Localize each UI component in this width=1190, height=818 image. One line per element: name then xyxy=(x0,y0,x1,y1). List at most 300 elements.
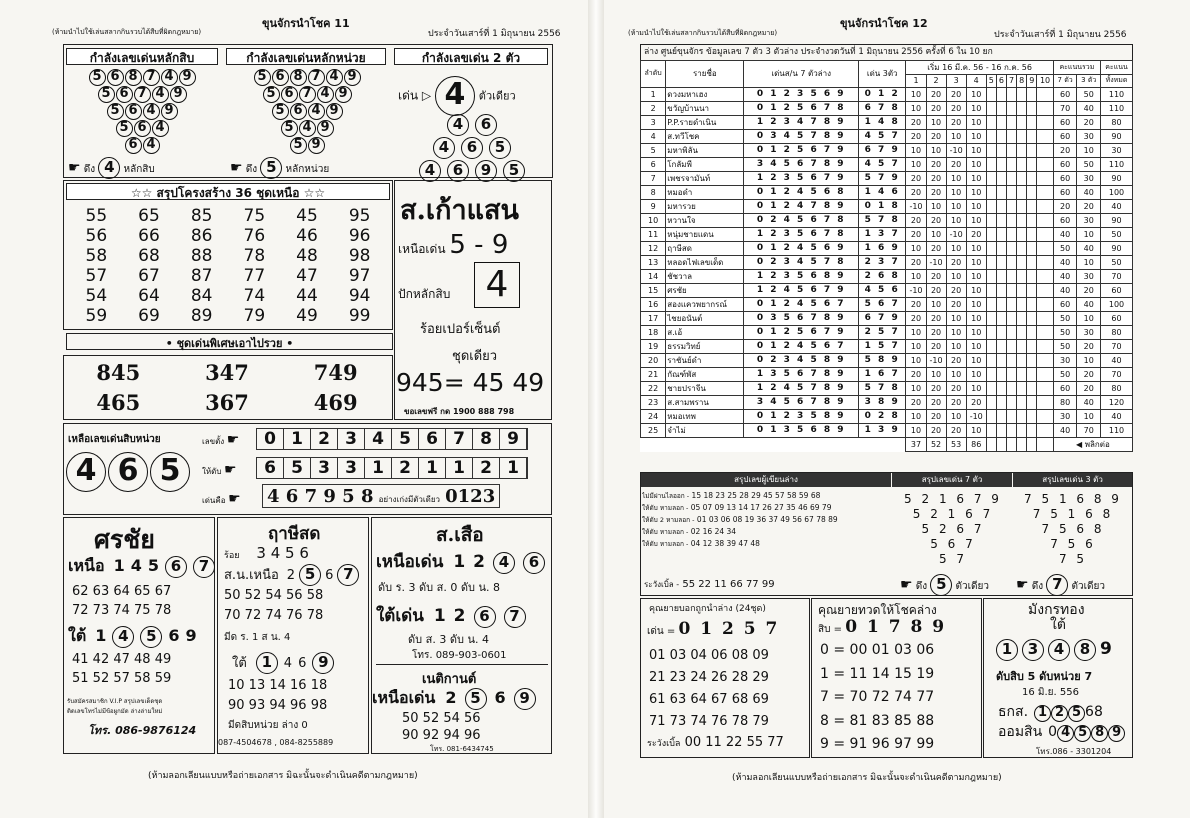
cell-seven: 0 1 2 4 7 8 9 xyxy=(744,199,858,213)
table-row xyxy=(641,143,1133,157)
cell-score: 20 xyxy=(926,101,946,115)
col-total: คะแนนรวม xyxy=(1053,61,1100,75)
cell-score xyxy=(1006,423,1016,437)
kon-title: คุณยายบอกถูกนำล่าง (24ชุด) xyxy=(649,604,766,614)
circled-digit: 5 xyxy=(89,69,106,86)
cell-score xyxy=(996,129,1006,143)
cell-total: 60 xyxy=(1053,87,1077,101)
cell-score xyxy=(986,395,996,409)
cell-name: มหารวย xyxy=(666,199,744,213)
cell-score: 20 xyxy=(926,283,946,297)
cell-total: 110 xyxy=(1101,157,1133,171)
cell-score xyxy=(996,381,1006,395)
remain-hold-digits: 4 6 7 9 5 8 xyxy=(267,486,374,507)
circled-digit: 8 xyxy=(290,69,307,86)
suea-phone: โทร. 089-903-0601 xyxy=(412,650,507,661)
cell-total: 90 xyxy=(1101,129,1133,143)
yai-lines xyxy=(820,639,934,757)
digit: 6 xyxy=(325,568,334,583)
cell-score xyxy=(986,199,996,213)
cell-score: 20 xyxy=(906,255,926,269)
remain-digit: 4 xyxy=(365,429,392,449)
cell-score: 20 xyxy=(906,171,926,185)
remain-up-label: เลขตั้ง xyxy=(202,437,225,446)
cell-score: 10 xyxy=(966,213,986,227)
star-icon: ☆☆ xyxy=(299,186,326,200)
cell-total: 60 xyxy=(1053,185,1077,199)
cell-score xyxy=(986,297,996,311)
cell-three: 1 4 6 xyxy=(858,185,906,199)
cell-three: 5 7 9 xyxy=(858,171,906,185)
table-row xyxy=(641,395,1133,409)
cell-rank: 1 xyxy=(641,87,666,101)
cell-rank: 16 xyxy=(641,297,666,311)
rusi-line: 50 52 54 56 58 xyxy=(224,588,324,603)
cell-score xyxy=(1037,353,1053,367)
cell-seven: 0 1 2 3 5 6 9 xyxy=(744,87,858,101)
digit-row xyxy=(228,137,386,154)
cell-score xyxy=(1027,381,1037,395)
seven-row: 5 2 1 6 7 xyxy=(912,507,994,521)
cell-score xyxy=(1017,353,1027,367)
remain-single-label: อย่างเก่งมีตัวเดียว xyxy=(378,495,441,504)
cell-score xyxy=(1037,325,1053,339)
remain-up-digits xyxy=(256,428,528,450)
cell-score xyxy=(1006,269,1016,283)
cell-score: 10 xyxy=(966,339,986,353)
cell-total: 60 xyxy=(1053,115,1077,129)
cell-seven: 1 2 3 5 6 8 9 xyxy=(744,269,858,283)
cell-seven: 1 2 3 5 6 7 9 xyxy=(744,171,858,185)
cell-total: 60 xyxy=(1053,171,1077,185)
sub-col: 7 xyxy=(1006,75,1016,88)
cell-seven: 0 1 2 4 5 6 7 xyxy=(744,297,858,311)
structure-cell: 69 xyxy=(138,306,160,326)
cell-score: 20 xyxy=(926,409,946,423)
sum-row-label: ให้ดับ 2 หามลอก - xyxy=(642,516,695,524)
cell-score xyxy=(996,283,1006,297)
cell-score: 10 xyxy=(946,199,966,213)
yai-title: คุณยายทวดให้โชคล่าง xyxy=(818,603,937,617)
cell-score xyxy=(996,409,1006,423)
structure-cell: 79 xyxy=(243,306,266,326)
structure-cell: 66 xyxy=(138,226,160,246)
circled-digit: 9 xyxy=(312,652,334,674)
digit: 1 xyxy=(113,556,125,575)
cell-three: 5 6 7 xyxy=(858,297,906,311)
units-pull-label: ดึง xyxy=(245,164,258,175)
table-row xyxy=(641,269,1133,283)
sum-row xyxy=(642,514,890,526)
circled-digit: 5 xyxy=(263,86,280,103)
cell-score xyxy=(1017,157,1027,171)
special-set: 469 xyxy=(313,390,358,415)
divider xyxy=(376,664,548,665)
cell-score: 20 xyxy=(946,87,966,101)
rusi-title: ฤาษีสด xyxy=(268,524,321,544)
cell-score xyxy=(996,339,1006,353)
tens-pull-label: ดึง xyxy=(83,164,96,175)
circled-digit: 5 xyxy=(107,103,124,120)
cell-score: 20 xyxy=(946,297,966,311)
cell-seven: 0 1 2 5 6 7 9 xyxy=(744,325,858,339)
sum-watch xyxy=(644,578,775,591)
cell-score xyxy=(1017,87,1027,101)
cell-score xyxy=(996,367,1006,381)
sum-left-title: สรุปเลขผู้เขียนล่าง xyxy=(641,473,891,487)
cell-score xyxy=(1006,185,1016,199)
structure-cell: 99 xyxy=(348,306,371,326)
circled-digit: 1 xyxy=(1034,705,1051,722)
sum-row-values: 15 18 23 25 28 29 45 57 58 59 68 xyxy=(691,491,821,500)
remain-digit: 1 xyxy=(365,458,392,478)
cell-score: 20 xyxy=(946,353,966,367)
sornchai-lines xyxy=(72,582,171,620)
cell-seven: 3 4 5 6 7 8 9 xyxy=(744,395,858,409)
cell-name: ธรรมวิทย์ xyxy=(666,339,744,353)
cell-score: 10 xyxy=(946,241,966,255)
cell-score xyxy=(1027,213,1037,227)
cell-name: หนุ่มชายแดน xyxy=(666,227,744,241)
circled-digit: 9 xyxy=(308,137,325,154)
cell-three: 1 6 7 xyxy=(858,367,906,381)
kon-watch xyxy=(647,735,784,750)
seven-row: 5 2 1 6 7 9 xyxy=(904,492,1002,506)
rusi-lines2 xyxy=(228,676,327,716)
cell-score xyxy=(1027,409,1037,423)
cell-score xyxy=(1006,325,1016,339)
table-row xyxy=(641,339,1133,353)
digit-row xyxy=(66,137,218,154)
kon-box xyxy=(640,598,810,758)
cell-score xyxy=(1027,311,1037,325)
remain-digit: 5 xyxy=(392,429,419,449)
cell-name: ส.สามพราน xyxy=(666,395,744,409)
cell-score: 20 xyxy=(926,157,946,171)
table-row xyxy=(641,129,1133,143)
digit: 0 xyxy=(1048,724,1058,740)
cell-rank: 22 xyxy=(641,381,666,395)
cell-score xyxy=(1027,423,1037,437)
saokao-single: ชุดเดียว xyxy=(452,349,498,364)
cell-score: 10 xyxy=(926,367,946,381)
cell-three: 1 3 9 xyxy=(858,423,906,437)
circled-digit: 3 xyxy=(1022,639,1044,661)
next-page-label: ◀ พลิกต่อ xyxy=(1053,437,1132,451)
circled-digit: 5 xyxy=(272,103,289,120)
seven-pull-suffix: ตัวเดียว xyxy=(955,581,990,592)
cell-total: 40 xyxy=(1101,199,1133,213)
cell-score xyxy=(1006,227,1016,241)
pointing-hand-icon: ☛ xyxy=(68,160,81,176)
cell-score xyxy=(1037,395,1053,409)
cell-score xyxy=(986,367,996,381)
cell-rank: 15 xyxy=(641,283,666,297)
cell-three: 1 3 7 xyxy=(858,227,906,241)
neti-line: 90 92 94 96 xyxy=(402,728,481,743)
circled-digit: 4 xyxy=(299,120,316,137)
cell-score xyxy=(1027,297,1037,311)
sub-col: 3 xyxy=(946,75,966,88)
cell-name: ฤาษีสด xyxy=(666,241,744,255)
circled-digit: 6 xyxy=(116,86,133,103)
digit: 9 xyxy=(185,626,197,645)
table-row xyxy=(641,87,1133,101)
circled-digit: 5 xyxy=(503,160,525,182)
cell-three: 2 3 7 xyxy=(858,255,906,269)
cell-score: 10 xyxy=(906,241,926,255)
cell-score xyxy=(1006,87,1016,101)
seven-pull-digit: 5 xyxy=(930,574,952,596)
cell-score xyxy=(1027,129,1037,143)
cell-score: -10 xyxy=(966,409,986,423)
structure-cell: 85 xyxy=(190,206,213,226)
circled-digit: 6 xyxy=(475,114,497,136)
cell-score: 20 xyxy=(926,381,946,395)
cell-score: 20 xyxy=(946,115,966,129)
sequence-label: ออมสิน xyxy=(998,724,1043,740)
cell-score: -10 xyxy=(906,199,926,213)
cell-score: -10 xyxy=(946,227,966,241)
cell-total: 110 xyxy=(1101,101,1133,115)
right-date: ประจำวันเสาร์ที่ 1 มิถุนายน 2556 xyxy=(994,30,1127,40)
mang-phone: โทร.086 - 3301204 xyxy=(1036,747,1112,756)
structure-grid xyxy=(70,206,386,326)
digit-row xyxy=(396,160,548,182)
cell-three: 5 7 8 xyxy=(858,213,906,227)
cell-score xyxy=(1037,227,1053,241)
cell-score xyxy=(1037,311,1053,325)
special-title: • ชุดเด่นพิเศษเอาไปรวย • xyxy=(66,333,393,350)
structure-cell: 57 xyxy=(85,266,108,286)
sub-col: 9 xyxy=(1027,75,1037,88)
cell-rank: 2 xyxy=(641,101,666,115)
cell-score xyxy=(996,171,1006,185)
cell-score xyxy=(996,227,1006,241)
score-table xyxy=(640,60,1133,452)
cell-total: 30 xyxy=(1053,409,1077,423)
units-title: กำลังเลขเด่นหลักหน่วย xyxy=(226,48,386,65)
saokao-tens-value: 4 xyxy=(474,262,520,308)
saokao-title: ส.เก้าแสน xyxy=(400,195,519,226)
cell-total: 30 xyxy=(1053,353,1077,367)
cell-score xyxy=(996,213,1006,227)
sum-row-label: ให้ดับ หามลอก - xyxy=(642,540,689,548)
circled-digit: 6 xyxy=(134,120,151,137)
cell-score xyxy=(1006,283,1016,297)
cell-score xyxy=(986,143,996,157)
circled-digit: 5 xyxy=(98,86,115,103)
tens-pull-suffix: หลักสิบ xyxy=(123,164,155,175)
pointing-hand-icon: ☛ xyxy=(226,432,240,448)
cell-total: 40 xyxy=(1077,185,1101,199)
cell-rank: 14 xyxy=(641,269,666,283)
yai-lead xyxy=(818,617,946,637)
circled-digit: 4 xyxy=(1048,639,1070,661)
remain-digit: 3 xyxy=(338,458,365,478)
circled-digit: 9 xyxy=(170,86,187,103)
structure-cell: 95 xyxy=(348,206,371,226)
cell-score xyxy=(986,185,996,199)
table-row xyxy=(641,255,1133,269)
digit: 6 xyxy=(1085,704,1094,720)
rusi-line: 90 93 94 96 98 xyxy=(228,698,328,713)
cell-score xyxy=(1017,325,1027,339)
circled-digit: 6 xyxy=(165,556,187,578)
cell-three: 1 4 8 xyxy=(858,115,906,129)
pointing-hand-icon: ☛ xyxy=(228,491,241,507)
neti-title: เนติกานต์ xyxy=(422,672,477,687)
cell-total: 40 xyxy=(1053,423,1077,437)
remain-big-digit: 4 xyxy=(66,452,106,492)
cell-score xyxy=(986,339,996,353)
circled-digit: 7 xyxy=(308,69,325,86)
pointing-hand-icon: ☛ xyxy=(1016,577,1029,593)
mang-baac xyxy=(998,701,1103,723)
cell-score: 10 xyxy=(906,87,926,101)
three-pull xyxy=(1016,574,1105,596)
col-total xyxy=(1006,437,1016,451)
kon-lead xyxy=(647,619,779,639)
sum-row-values: 01 03 06 08 19 36 37 49 56 67 78 89 xyxy=(696,515,838,524)
col-total: 37 xyxy=(906,437,926,451)
circled-digit: 9 xyxy=(326,103,343,120)
circled-digit: 5 xyxy=(489,137,511,159)
sum-right-title: สรุปเลขเด่น 3 ตัว xyxy=(1013,473,1132,487)
circled-digit: 4 xyxy=(1057,725,1074,742)
cell-score xyxy=(1037,115,1053,129)
suea-tai xyxy=(376,602,530,629)
table-row xyxy=(641,297,1133,311)
cell-total: 40 xyxy=(1053,283,1077,297)
cell-score xyxy=(1037,255,1053,269)
cell-score xyxy=(1006,367,1016,381)
circled-digit: 1 xyxy=(256,652,278,674)
cell-score: 10 xyxy=(926,227,946,241)
sequence-label: ใต้ xyxy=(232,656,247,671)
cell-score xyxy=(996,325,1006,339)
remain-digit: 2 xyxy=(392,458,419,478)
rusi-roi xyxy=(224,544,309,562)
cell-score xyxy=(996,157,1006,171)
cell-score xyxy=(1027,395,1037,409)
cell-score: 20 xyxy=(906,395,926,409)
cell-score xyxy=(1027,367,1037,381)
score-table-title: ล่าง ศูนย์ขุนจักร ข้อมูลเลข 7 ตัว 3 ตัวล่าง ประจำงวดวันที่ 1 มิถุนายน 2556 ครั้งที่ 6 ใน 10 ยก xyxy=(640,44,1133,60)
cell-score: 20 xyxy=(906,227,926,241)
digit: 6 xyxy=(298,656,307,671)
cell-score: 20 xyxy=(906,213,926,227)
cell-rank: 13 xyxy=(641,255,666,269)
cell-score: 20 xyxy=(966,395,986,409)
saokao-percent: ร้อยเปอร์เซ็นต์ xyxy=(420,322,501,337)
circled-digit: 6 xyxy=(474,606,496,628)
digit: 2 xyxy=(286,568,296,583)
cell-three: 2 6 8 xyxy=(858,269,906,283)
digit: 6 xyxy=(494,688,506,707)
cell-score: 10 xyxy=(906,353,926,367)
yai-line: 0 = 00 01 03 06 xyxy=(820,642,935,658)
circled-digit: 6 xyxy=(281,86,298,103)
table-row xyxy=(641,199,1133,213)
cell-score: 10 xyxy=(966,129,986,143)
three-pull-suffix: ตัวเดียว xyxy=(1071,581,1106,592)
sum-row-label: ให้ดับ หามลอก - xyxy=(642,528,689,536)
col-seven: เด่นส/น 7 ตัวล่าง xyxy=(744,61,858,88)
cell-three: 0 1 8 xyxy=(858,199,906,213)
three-row: 7 5 1 6 8 xyxy=(1032,507,1114,521)
cell-score: 20 xyxy=(926,213,946,227)
seven-summary xyxy=(894,492,1012,567)
cell-score: 10 xyxy=(946,269,966,283)
mang-digits xyxy=(994,639,1114,661)
cell-seven: 0 1 2 4 5 6 9 xyxy=(744,241,858,255)
mang-box xyxy=(983,598,1133,758)
cell-score: 20 xyxy=(946,101,966,115)
structure-title-text: สรุปโครงสร้าง 36 ชุดเหนือ xyxy=(156,186,300,200)
neti-lines xyxy=(402,710,481,744)
cell-score: 10 xyxy=(946,409,966,423)
cell-seven: 0 2 4 5 6 7 8 xyxy=(744,213,858,227)
mang-dub: ดับสิบ 5 ดับหน่วย 7 xyxy=(996,670,1093,683)
cell-name: ศรชัย xyxy=(666,283,744,297)
sequence-label: เหนือเด่น xyxy=(376,552,444,572)
neti-phone: โทร. 081-6434745 xyxy=(430,745,494,753)
cell-total: 30 xyxy=(1101,143,1133,157)
circled-digit: 5 xyxy=(116,120,133,137)
table-row xyxy=(641,227,1133,241)
cell-score: 20 xyxy=(926,129,946,143)
cell-seven: 3 4 5 6 7 8 9 xyxy=(744,157,858,171)
cell-total: 120 xyxy=(1101,395,1133,409)
cell-score xyxy=(1017,143,1027,157)
cell-score xyxy=(986,101,996,115)
cell-score xyxy=(996,115,1006,129)
cell-score xyxy=(1006,171,1016,185)
pointing-hand-icon: ☛ xyxy=(224,462,237,478)
cell-score xyxy=(1006,241,1016,255)
cell-rank: 6 xyxy=(641,157,666,171)
cell-score xyxy=(996,269,1006,283)
cell-score: 10 xyxy=(946,171,966,185)
tens-pull xyxy=(68,157,155,179)
circled-digit: 4 xyxy=(493,552,515,574)
cell-score xyxy=(1037,143,1053,157)
cell-score: 10 xyxy=(906,269,926,283)
cell-score xyxy=(1006,101,1016,115)
cell-score: 10 xyxy=(946,213,966,227)
cell-rank: 23 xyxy=(641,395,666,409)
cell-seven: 1 2 4 5 7 8 9 xyxy=(744,381,858,395)
remain-single-digits: 0123 xyxy=(445,486,496,507)
cell-score xyxy=(1006,129,1016,143)
units-pull xyxy=(230,157,329,179)
cell-score xyxy=(1006,143,1016,157)
cell-seven: 0 3 4 5 7 8 9 xyxy=(744,129,858,143)
rusi-phone: 087-4504678 , 084-8255889 xyxy=(218,738,334,747)
table-row xyxy=(641,101,1133,115)
circled-digit: 5 xyxy=(140,626,162,648)
cell-score xyxy=(996,101,1006,115)
cell-score xyxy=(986,171,996,185)
tens-pull-digit: 4 xyxy=(98,157,120,179)
circled-digit: 6 xyxy=(461,137,483,159)
remain-down xyxy=(202,462,237,478)
digit: 4 xyxy=(283,656,293,671)
cell-score xyxy=(1017,171,1027,185)
cell-score: 20 xyxy=(926,185,946,199)
cell-score xyxy=(1017,185,1027,199)
